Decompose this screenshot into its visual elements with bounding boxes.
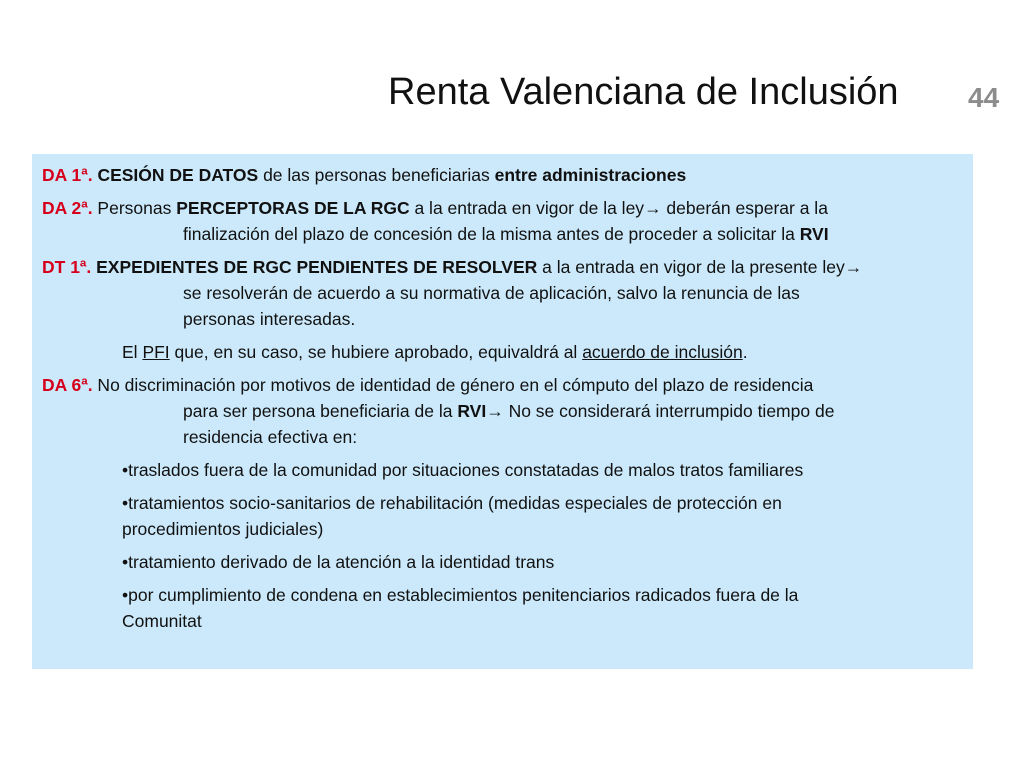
slide-title: Renta Valenciana de Inclusión — [388, 71, 899, 113]
line — [42, 372, 963, 398]
bold-text: PERCEPTORAS DE LA RGC — [176, 198, 410, 218]
text: No se considerará interrumpido tiempo de — [503, 401, 835, 421]
text: a la entrada en vigor de la presente ley — [537, 257, 845, 277]
paragraph-pfi — [42, 339, 963, 365]
text: No discriminación por motivos de identidad de género en el cómputo del plazo de residencia — [92, 375, 814, 395]
text: de las personas beneficiarias — [258, 165, 495, 185]
provision-tag: DA 1ª. — [42, 165, 93, 185]
bold-text: EXPEDIENTES DE RGC PENDIENTES DE RESOLVER — [91, 257, 538, 277]
line: •tratamiento derivado de la atención a la identidad trans — [122, 552, 555, 572]
line: •traslados fuera de la comunidad por situaciones constatadas de malos tratos familiares — [122, 460, 804, 480]
content-box — [32, 154, 973, 669]
provision-tag: DA 2ª. — [42, 198, 93, 218]
text: finalización del plazo de concesión de la misma antes de proceder a solicitar la — [183, 224, 800, 244]
paragraph-dt1 — [42, 254, 963, 332]
bullet-item — [42, 582, 963, 634]
line: •tratamientos socio-sanitarios de rehabilitación (medidas especiales de protección en — [122, 493, 782, 513]
line — [42, 398, 963, 424]
text: a la entrada en vigor de la ley — [409, 198, 645, 218]
underlined-term: PFI — [142, 342, 170, 362]
line: personas interesadas. — [183, 309, 356, 329]
text: El — [122, 342, 143, 362]
text: . — [742, 342, 748, 362]
bullet-item — [42, 549, 963, 575]
text: deberán esperar a la — [661, 198, 828, 218]
arrow-right-icon: → — [644, 198, 662, 218]
bold-text: RVI — [799, 224, 829, 244]
underlined-term: acuerdo de inclusión — [582, 342, 743, 362]
text: Personas — [92, 198, 177, 218]
line — [42, 221, 963, 247]
bold-text: CESIÓN DE DATOS — [97, 165, 259, 185]
line: procedimientos judiciales) — [122, 519, 324, 539]
bullet-item — [42, 457, 963, 483]
bullet-item — [42, 490, 963, 542]
slide-number: 44 — [968, 82, 1000, 113]
line: se resolverán de acuerdo a su normativa de aplicación, salvo la renuncia de las — [183, 283, 800, 303]
arrow-right-icon: → — [844, 257, 863, 277]
line — [42, 254, 963, 280]
line — [42, 195, 963, 221]
provision-tag: DT 1ª. — [42, 257, 92, 277]
text: que, en su caso, se hubiere aprobado, equivaldrá al — [169, 342, 583, 362]
line: residencia efectiva en: — [183, 427, 358, 447]
provision-tag: DA 6ª. — [42, 375, 93, 395]
paragraph-da6 — [42, 372, 963, 450]
text: para ser persona beneficiaria de la — [183, 401, 458, 421]
paragraph-da2 — [42, 195, 963, 247]
paragraph-da1 — [42, 162, 963, 188]
line: Comunitat — [122, 611, 202, 631]
bold-text: entre administraciones — [494, 165, 687, 185]
arrow-right-icon: → — [486, 401, 504, 421]
line: •por cumplimiento de condena en establecimientos penitenciarios radicados fuera de la — [122, 585, 799, 605]
bold-text: RVI — [457, 401, 487, 421]
